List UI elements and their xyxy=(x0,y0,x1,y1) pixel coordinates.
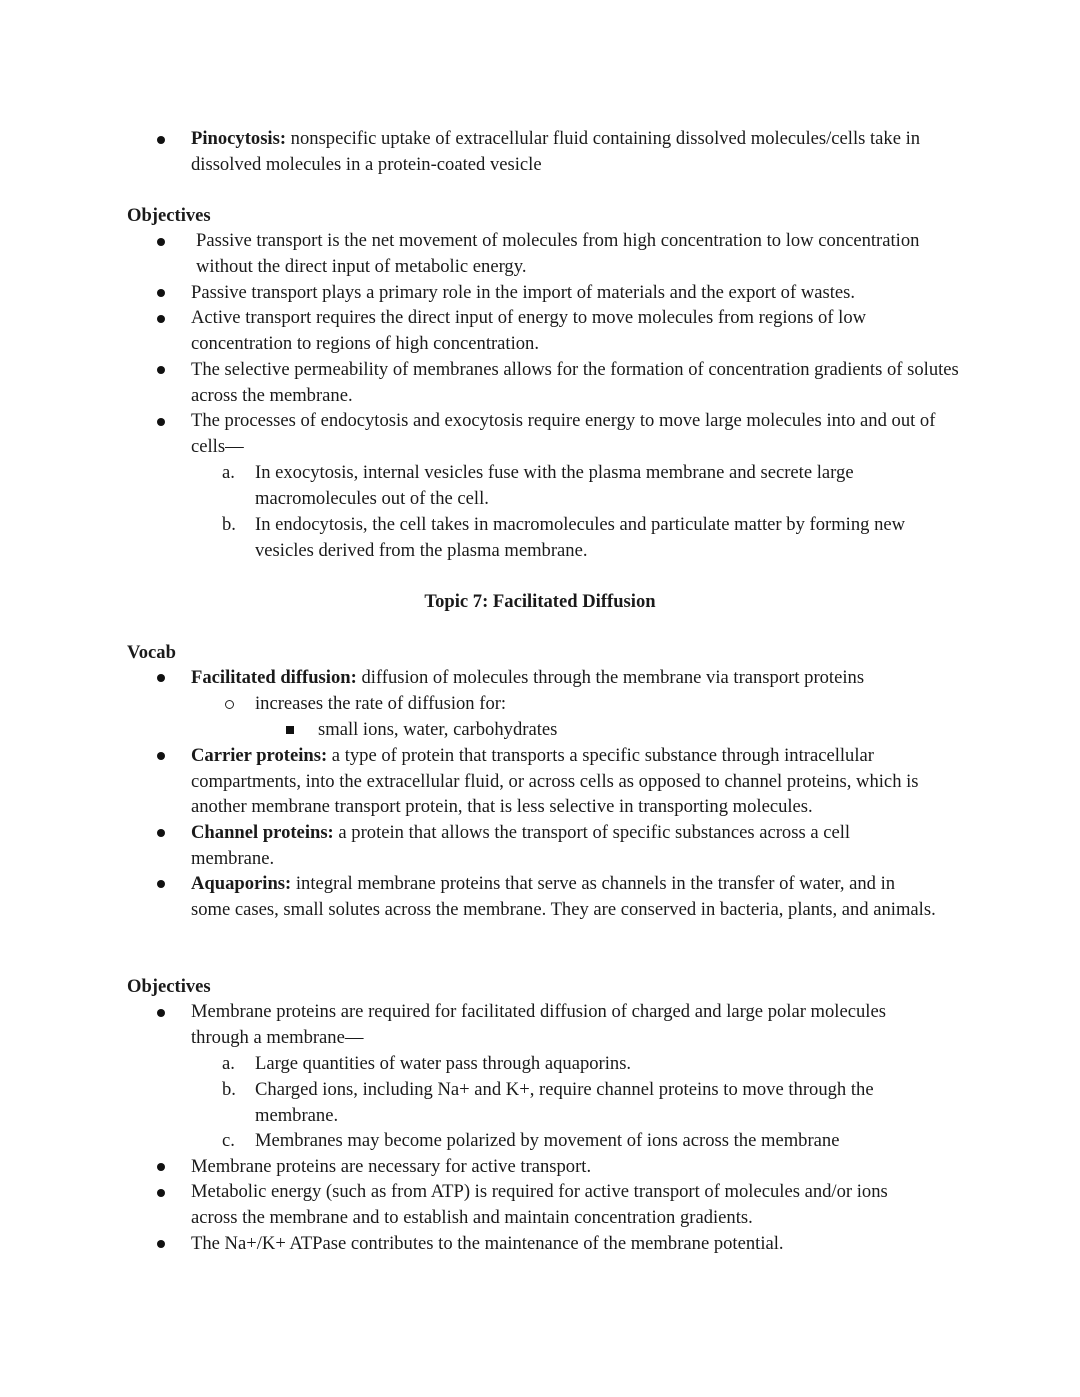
vocab-subsubitem: small ions, water, carbohydrates xyxy=(318,719,558,740)
objective-item: Membrane proteins are required for facilitated diffusion of charged and large polar molecules through a membrane— xyxy=(191,1001,886,1048)
circle-bullet-icon xyxy=(225,700,234,709)
list-marker: c. xyxy=(222,1130,235,1151)
objective-subitem: Membranes may become polarized by movement of ions across the membrane xyxy=(255,1130,840,1151)
objective-item: Passive transport plays a primary role in the import of materials and the export of wastes. xyxy=(191,282,856,303)
objective-subitem: Large quantities of water pass through aquaporins. xyxy=(255,1053,632,1074)
objective-item: The processes of endocytosis and exocytosis require energy to move large molecules into and out of cells— xyxy=(191,410,936,457)
list-marker: a. xyxy=(222,1053,235,1074)
vocab-heading: Vocab xyxy=(127,642,176,663)
objective-item: Active transport requires the direct input of energy to move molecules from regions of low concentration to regions of high concentration. xyxy=(191,307,867,354)
vocab-definition: diffusion of molecules through the membrane via transport proteins xyxy=(356,667,865,688)
pinocytosis-text: nonspecific uptake of extracellular fluid containing dissolved molecules/cells take in dissolved molecules in a protein-coated vesicle xyxy=(191,128,921,175)
vocab-item-facilitated-diffusion xyxy=(191,665,961,691)
bullet-icon xyxy=(157,289,165,297)
pinocytosis-item xyxy=(191,126,961,177)
bullet-icon xyxy=(157,1163,165,1171)
objective-subitem: In endocytosis, the cell takes in macromolecules and particulate matter by forming new vesicles derived from the plasma membrane. xyxy=(255,514,906,561)
vocab-item-carrier-proteins xyxy=(191,743,961,820)
objectives-heading: Objectives xyxy=(127,976,211,997)
vocab-term: Facilitated diffusion: xyxy=(191,667,357,688)
bullet-icon xyxy=(157,1240,165,1248)
vocab-term: Aquaporins: xyxy=(191,873,292,894)
vocab-term: Carrier proteins: xyxy=(191,745,328,766)
bullet-icon xyxy=(157,366,165,374)
bullet-icon xyxy=(157,136,165,144)
bullet-icon xyxy=(157,1189,165,1197)
objective-subitem: Charged ions, including Na+ and K+, require channel proteins to move through the membrane. xyxy=(255,1079,874,1126)
objective-item: Passive transport is the net movement of molecules from high concentration to low concentration without the direct input of metabolic energy. xyxy=(196,230,920,277)
vocab-item-channel-proteins xyxy=(191,820,891,871)
list-marker: b. xyxy=(222,1079,236,1100)
objective-item: Membrane proteins are necessary for active transport. xyxy=(191,1156,592,1177)
vocab-subitem: increases the rate of diffusion for: xyxy=(255,693,507,714)
bullet-icon xyxy=(157,1009,165,1017)
bullet-icon xyxy=(157,315,165,323)
vocab-term: Channel proteins: xyxy=(191,822,334,843)
topic-title: Topic 7: Facilitated Diffusion xyxy=(424,591,656,612)
vocab-definition: a type of protein that transports a specific substance through intracellular compartments, into the extracellular fluid, or across cells as opposed to channel proteins, which is another membrane transport protein, that is less selective in transporting molecules. xyxy=(191,745,919,818)
bullet-icon xyxy=(157,880,165,888)
objectives-heading: Objectives xyxy=(127,205,211,226)
vocab-item-aquaporins xyxy=(191,871,936,922)
list-marker: b. xyxy=(222,514,236,535)
bullet-icon xyxy=(157,752,165,760)
objective-item: The selective permeability of membranes allows for the formation of concentration gradients of solutes across the membrane. xyxy=(191,359,959,406)
square-bullet-icon xyxy=(286,726,294,734)
list-marker: a. xyxy=(222,462,235,483)
objective-item: The Na+/K+ ATPase contributes to the maintenance of the membrane potential. xyxy=(191,1233,784,1254)
bullet-icon xyxy=(157,238,165,246)
pinocytosis-term: Pinocytosis: xyxy=(191,128,287,149)
bullet-icon xyxy=(157,674,165,682)
bullet-icon xyxy=(157,418,165,426)
vocab-definition: a protein that allows the transport of specific substances across a cell membrane. xyxy=(191,822,851,869)
objective-subitem: In exocytosis, internal vesicles fuse with the plasma membrane and secrete large macromolecules out of the cell. xyxy=(255,462,854,509)
vocab-definition: integral membrane proteins that serve as channels in the transfer of water, and in some cases, small solutes across the membrane. They are conserved in bacteria, plants, and animals. xyxy=(191,873,936,920)
bullet-icon xyxy=(157,829,165,837)
objective-item: Metabolic energy (such as from ATP) is required for active transport of molecules and/or ions across the membrane and to establish and maintain concentration gradients. xyxy=(191,1181,888,1228)
